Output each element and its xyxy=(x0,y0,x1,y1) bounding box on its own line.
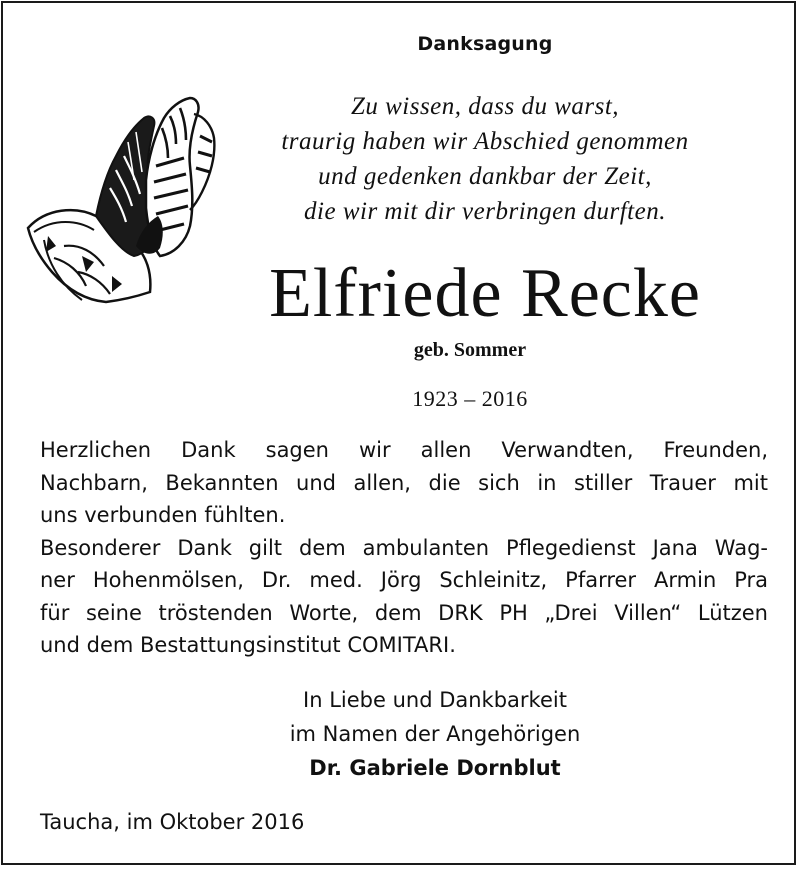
maiden-name: geb. Sommer xyxy=(413,339,527,361)
notice-heading: Danksagung xyxy=(417,33,553,55)
thanks-line: Herzlichen Dank sagen wir allen Verwandten, Freunden, xyxy=(40,438,768,462)
thanks-line: uns verbunden fühlten. xyxy=(40,503,286,527)
deceased-name: Elfriede Recke xyxy=(269,255,701,332)
thanks-text xyxy=(40,434,768,662)
poem-line: und gedenken dankbar der Zeit, xyxy=(318,163,652,190)
closing-line: im Namen der Angehörigen xyxy=(289,722,581,746)
closing-block xyxy=(200,683,670,785)
signatory-name: Dr. Gabriele Dornblut xyxy=(309,756,561,780)
praying-hands-icon xyxy=(24,96,220,310)
life-dates: 1923 – 2016 xyxy=(412,386,528,411)
poem-line: Zu wissen, dass du warst, xyxy=(350,93,620,120)
memorial-poem xyxy=(200,89,770,229)
thanks-line: für seine tröstenden Worte, dem DRK PH „Drei Villen“ Lützen xyxy=(40,600,768,625)
thanks-line: Nachbarn, Bekannten und allen, die sich in stiller Trauer mit xyxy=(40,470,768,495)
place-and-date: Taucha, im Oktober 2016 xyxy=(40,810,305,834)
thanks-line: Besonderer Dank gilt dem ambulanten Pflegedienst Jana Wag- xyxy=(40,535,768,560)
poem-line: die wir mit dir verbringen durften. xyxy=(304,198,666,225)
thanks-line: ner Hohenmölsen, Dr. med. Jörg Schleinitz, Pfarrer Armin Pra xyxy=(40,568,768,592)
thanks-line: und dem Bestattungsinstitut COMITARI. xyxy=(40,633,456,657)
closing-line: In Liebe und Dankbarkeit xyxy=(303,688,567,712)
poem-line: traurig haben wir Abschied genommen xyxy=(281,128,689,155)
